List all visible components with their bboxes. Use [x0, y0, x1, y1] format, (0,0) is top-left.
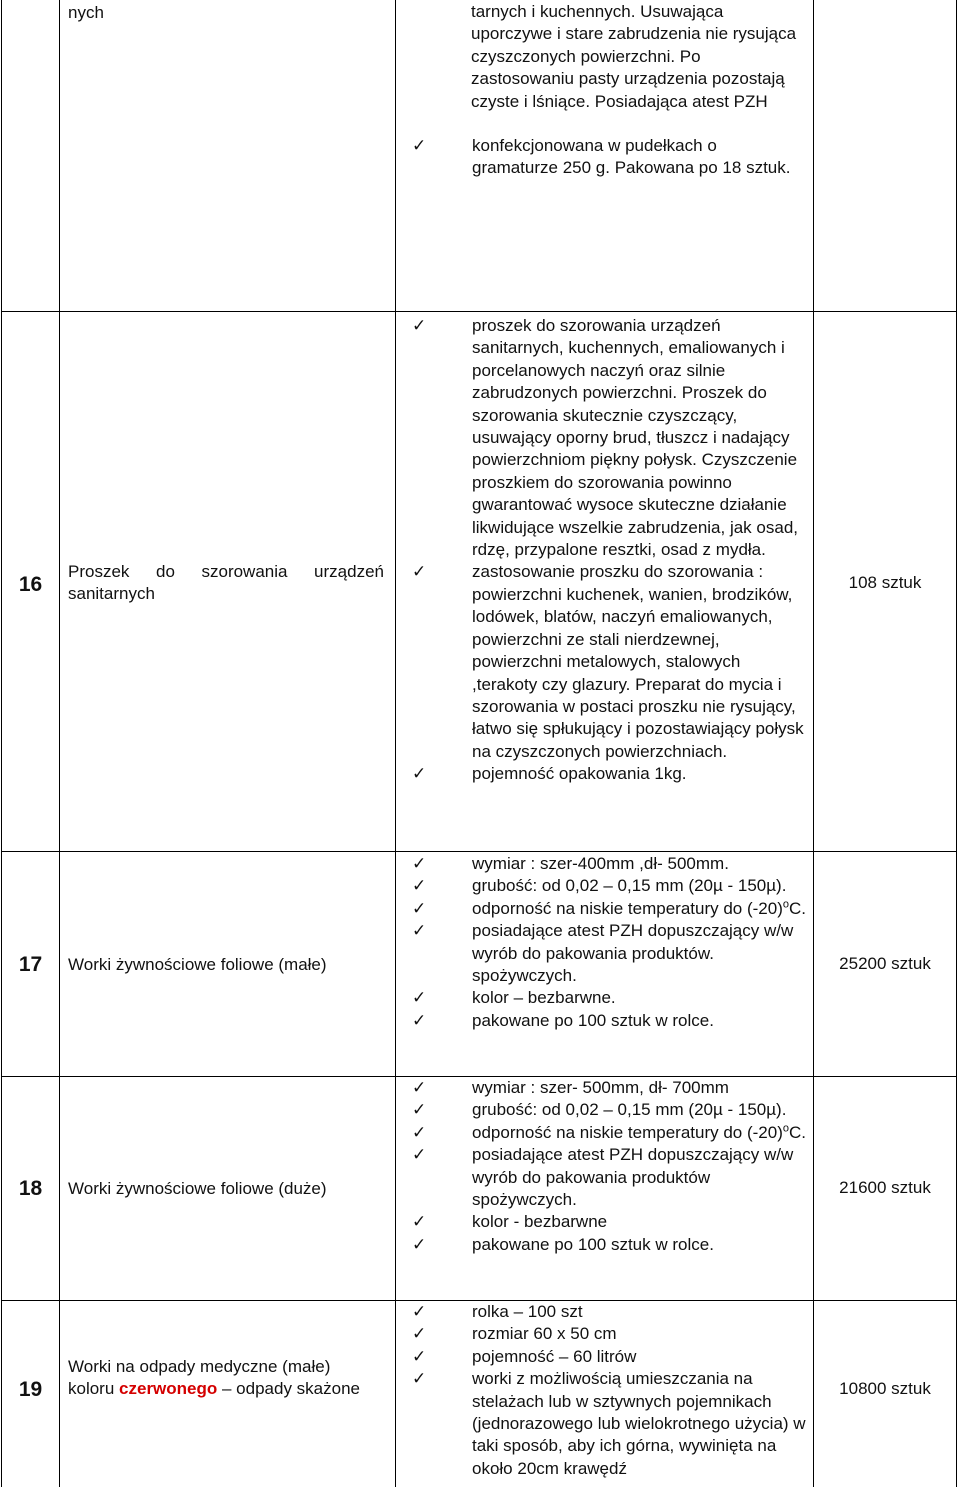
highlight-red-text: czerwonego — [119, 1379, 218, 1398]
description-list — [412, 1301, 809, 1480]
list-item: ✓ grubość: od 0,02 – 0,15 mm (20µ - 150µ). — [412, 875, 809, 897]
item-name: Proszek do szorowania urządzeń sanitarnych — [68, 562, 384, 603]
check-icon: ✓ — [412, 136, 427, 155]
cell-quantity — [814, 851, 957, 1076]
description-list — [412, 315, 809, 786]
check-icon: ✓ — [412, 988, 427, 1008]
check-icon: ✓ — [412, 898, 427, 918]
item-name: Worki na odpady medyczne (małe) koloru czerwonego – odpady skażone — [68, 1357, 360, 1398]
item-name: nych — [68, 3, 104, 22]
list-item: ✓ pakowane po 100 sztuk w rolce. — [412, 1010, 809, 1032]
cell-description — [396, 1300, 814, 1487]
description-list — [412, 853, 809, 1032]
list-item: ✓ odporność na niskie temperatury do $(-20)^oC$. — [412, 898, 809, 920]
check-icon: ✓ — [412, 1122, 427, 1142]
row-number: 16 — [18, 573, 43, 596]
check-icon: ✓ — [412, 1078, 427, 1097]
cell-description — [396, 311, 814, 851]
description-list — [412, 1077, 809, 1256]
list-item: ✓ pakowane po 100 sztuk w rolce. — [412, 1234, 809, 1256]
cell-number — [1, 1076, 60, 1300]
description-text: tarnych i kuchennych. Usuwająca uporczywe i stare zabrudzenia nie rysująca czyszczonych powierzchni. Po zastosowaniu pasty urządzenia pozostają czyste i lśniące. Posiadająca atest PZH — [471, 2, 797, 111]
row-number: 18 — [18, 1177, 43, 1200]
list-item: ✓ kolor - bezbarwne — [412, 1211, 809, 1233]
list-item: ✓ rozmiar 60 x 50 cm — [412, 1323, 809, 1345]
check-icon: ✓ — [412, 1369, 427, 1389]
list-item: ✓ posiadające atest PZH dopuszczający w/w wyrób do pakowania produktów. spożywczych. — [412, 921, 794, 986]
check-icon: ✓ — [412, 1145, 427, 1165]
cell-number — [1, 851, 60, 1076]
row-number: 17 — [18, 953, 43, 976]
cell-description — [396, 851, 814, 1076]
cell-quantity — [814, 1076, 957, 1300]
check-icon: ✓ — [412, 316, 427, 335]
check-icon: ✓ — [412, 1100, 427, 1120]
check-icon: ✓ — [412, 1010, 427, 1030]
list-item: ✓ konfekcjonowana w pudełkach o gramaturze 250 g. Pakowana po 18 sztuk. — [412, 136, 791, 178]
row-number: 19 — [18, 1378, 43, 1401]
cell-quantity — [814, 1300, 957, 1487]
list-item: ✓ rolka – 100 szt — [412, 1301, 809, 1323]
item-name: Worki żywnościowe foliowe (duże) — [68, 1179, 327, 1198]
check-icon: ✓ — [412, 1346, 427, 1366]
table-row — [1, 311, 957, 851]
cell-description — [396, 1076, 814, 1300]
table-row — [1, 1300, 957, 1487]
list-item: ✓ wymiar : szer- 500mm, dł- 700mm — [412, 1077, 809, 1099]
quantity: 25200 sztuk — [839, 954, 931, 973]
check-icon: ✓ — [412, 1302, 427, 1321]
cell-name — [60, 851, 396, 1076]
cell-name — [60, 1076, 396, 1300]
cell-name — [60, 0, 396, 311]
list-item: ✓ odporność na niskie temperatury do $(-20)^oC$. — [412, 1122, 809, 1144]
check-icon: ✓ — [412, 1324, 427, 1344]
cell-description — [396, 0, 814, 311]
check-icon: ✓ — [412, 854, 427, 873]
quantity: 108 sztuk — [848, 573, 922, 592]
list-item: ✓ kolor – bezbarwne. — [412, 987, 809, 1009]
table-row — [1, 851, 957, 1076]
list-item: ✓ zastosowanie proszku do szorowania : powierzchni kuchenek, wanien, brodzików, lodówek, blatów, naczyń emaliowanych, powierzchni ze stali nierdzewnej, powierzchni metalowych, stalowych ,terakoty czy glazury. Preparat do mycia i szorowania w postaci proszku nie rysujący, łatwo się spłukujący i pozostawiający połysk na czyszczonych powierzchniach. — [412, 562, 804, 761]
description-list — [412, 135, 809, 180]
check-icon: ✓ — [412, 764, 427, 784]
cell-name — [60, 311, 396, 851]
list-item: ✓ wymiar : szer-400mm ,dł- 500mm. — [412, 853, 809, 875]
list-item: ✓ proszek do szorowania urządzeń sanitarnych, kuchennych, emaliowanych i porcelanowych naczyń oraz silnie zabrudzonych powierzchni. Proszek do szorowania skutecznie czyszczący, usuwający oporny brud, tłuszcz i nadający powierzchniom piękny połysk. Czyszczenie proszkiem do szorowania powinno gwarantować wysoce skuteczne działanie likwidujące wszelkie zabrudzenia, jak osad, rdzę, przypalone resztki, osad z mydła. — [412, 316, 798, 560]
cell-name — [60, 1300, 396, 1487]
quantity: 21600 sztuk — [839, 1178, 931, 1197]
cell-number — [1, 1300, 60, 1487]
table-row — [1, 1076, 957, 1300]
check-icon: ✓ — [412, 562, 427, 582]
list-item: ✓ pojemność – 60 litrów — [412, 1346, 809, 1368]
list-item: ✓ pojemność opakowania 1kg. — [412, 763, 809, 785]
cell-number — [1, 311, 60, 851]
check-icon: ✓ — [412, 1234, 427, 1254]
check-icon: ✓ — [412, 876, 427, 896]
list-item: ✓ worki z możliwością umieszczania na stelażach lub w sztywnych pojemnikach (jednorazowego lub wielokrotnego użycia) w taki sposób, aby ich górna, wywinięta na około 20cm krawędź — [412, 1369, 806, 1478]
check-icon: ✓ — [412, 921, 427, 941]
quantity: 10800 sztuk — [839, 1379, 931, 1398]
table-row-continuation — [1, 0, 957, 311]
list-item: ✓ posiadające atest PZH dopuszczający w/w wyrób do pakowania produktów spożywczych. — [412, 1145, 794, 1210]
check-icon: ✓ — [412, 1212, 427, 1232]
item-name: Worki żywnościowe foliowe (małe) — [68, 955, 327, 974]
cell-quantity — [814, 0, 957, 311]
cell-quantity — [814, 311, 957, 851]
cell-number — [1, 0, 60, 311]
list-item: ✓ grubość: od 0,02 – 0,15 mm (20µ - 150µ). — [412, 1099, 809, 1121]
